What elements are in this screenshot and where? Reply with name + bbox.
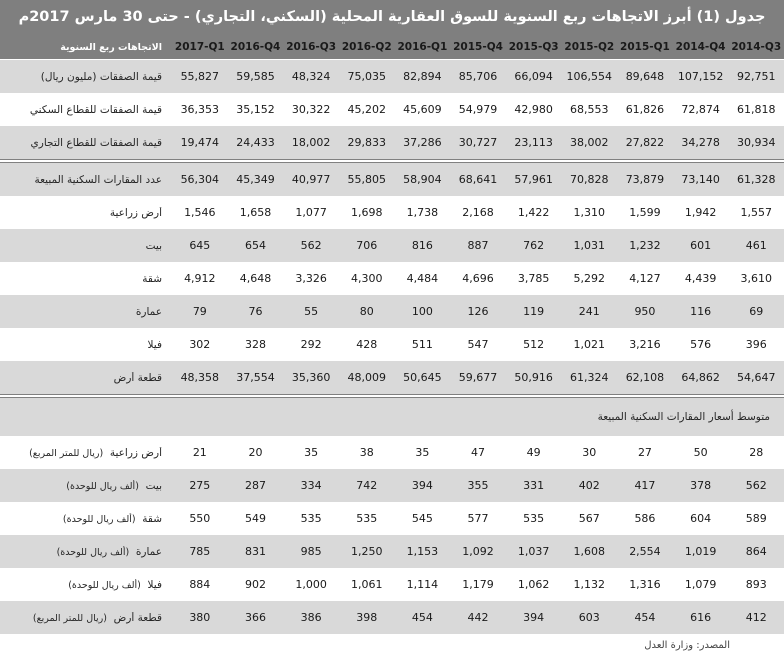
table-cell: 37,286: [403, 136, 442, 149]
table-cell: 21: [192, 446, 207, 459]
table-cell: 567: [578, 512, 600, 525]
table-cell: 55,805: [347, 173, 386, 186]
table-cell: 512: [523, 338, 545, 351]
table-cell: 107,152: [677, 70, 724, 83]
table-cell: 1,092: [462, 545, 494, 558]
table-row: [0, 328, 784, 361]
table-cell: 61,324: [570, 371, 609, 384]
column-header: 2014-Q4: [675, 41, 726, 53]
table-cell: 72,874: [681, 103, 720, 116]
table-cell: 48,324: [291, 70, 331, 83]
table-cell: 1,079: [684, 578, 717, 591]
table-cell: 785: [189, 545, 211, 558]
table-cell: 54,979: [458, 103, 498, 116]
table-cell: 1,316: [629, 578, 661, 591]
table-cell: 1,738: [406, 206, 439, 219]
table-cell: 742: [356, 479, 378, 492]
table-cell: 1,132: [573, 578, 606, 591]
table-cell: 380: [189, 611, 211, 624]
table-cell: 69: [749, 305, 764, 318]
table-cell: 562: [300, 239, 322, 252]
table-cell: 547: [467, 338, 489, 351]
table-cell: 3,216: [629, 338, 661, 351]
table-cell: 89,648: [625, 70, 665, 83]
table-cell: 442: [467, 611, 489, 624]
table-header-row: [0, 35, 784, 60]
table-cell: 577: [467, 512, 489, 525]
table-row: [0, 60, 784, 93]
table-cell: 2,554: [629, 545, 661, 558]
table-cell: 1,019: [684, 545, 717, 558]
table-cell: 28: [749, 446, 764, 459]
table-cell: 1,077: [295, 206, 327, 219]
table-cell: 34,278: [681, 136, 720, 149]
table-cell: 1,599: [629, 206, 661, 219]
table-cell: 816: [411, 239, 433, 252]
table-cell: 334: [300, 479, 322, 492]
row-label-text: شقة: [142, 272, 162, 285]
footer: [0, 634, 784, 657]
table-cell: 4,696: [462, 272, 494, 285]
table-cell: 35,152: [236, 103, 275, 116]
table-cell: 80: [359, 305, 374, 318]
table-cell: 55: [304, 305, 319, 318]
table-cell: 1,942: [684, 206, 717, 219]
table-cell: 550: [189, 512, 211, 525]
table-cell: 645: [189, 239, 211, 252]
table-cell: 545: [411, 512, 433, 525]
table-cell: 706: [356, 239, 378, 252]
row-label: [0, 339, 172, 351]
column-header: 2016-Q2: [341, 41, 392, 53]
table-cell: 461: [745, 239, 767, 252]
table-cell: 1,061: [350, 578, 383, 591]
table-cell: 454: [634, 611, 656, 624]
table-cell: 50,916: [514, 371, 553, 384]
table-cell: 1,557: [740, 206, 772, 219]
section-header: [0, 398, 784, 436]
row-label-unit: (ألف ريال للوحدة): [66, 480, 139, 492]
table-cell: 654: [244, 239, 266, 252]
table-cell: 511: [411, 338, 433, 351]
column-header: 2015-Q3: [508, 41, 559, 53]
row-label-text: قيمة الصفقات للقطاع السكني: [29, 103, 162, 116]
table-cell: 61,328: [736, 173, 776, 186]
table-cell: 20: [248, 446, 263, 459]
row-label-unit: (ريال للمتر المربع): [32, 612, 107, 624]
table-cell: 985: [300, 545, 322, 558]
table-cell: 275: [189, 479, 211, 492]
table-cell: 616: [690, 611, 712, 624]
row-label: [0, 104, 172, 116]
table-cell: 576: [690, 338, 712, 351]
page-title: جدول (1) أبرز الاتجاهات ربع السنوية للسوق العقارية المحلية (السكني، التجاري) - حتى 30 مارس 2017م: [0, 0, 784, 35]
table-cell: 61,826: [625, 103, 665, 116]
table-cell: 535: [523, 512, 545, 525]
table-cell: 35,360: [291, 371, 331, 384]
row-label-unit: (ريال للمتر المربع): [29, 447, 104, 459]
table-cell: 30: [582, 446, 597, 459]
table-cell: 887: [467, 239, 489, 252]
table-cell: 535: [356, 512, 378, 525]
table-cell: 70,828: [570, 173, 609, 186]
table-cell: 73,140: [681, 173, 720, 186]
table-row: [0, 436, 784, 469]
column-header: 2016-Q3: [286, 41, 337, 53]
table-cell: 40,977: [291, 173, 331, 186]
row-label-text: قطعة أرض: [113, 611, 162, 624]
table-cell: 601: [690, 239, 712, 252]
table-cell: 48,009: [347, 371, 386, 384]
row-label-text: بيت: [145, 479, 162, 492]
row-label-unit: (ألف ريال للوحدة): [56, 546, 130, 558]
table-row: [0, 229, 784, 262]
table-cell: 1,153: [406, 545, 439, 558]
table-cell: 29,833: [347, 136, 386, 149]
table-cell: 562: [745, 479, 767, 492]
row-label: [0, 579, 172, 591]
column-header: 2017-Q1: [174, 41, 225, 53]
table-cell: 831: [244, 545, 266, 558]
table-cell: 1,179: [462, 578, 494, 591]
table-cell: 417: [634, 479, 656, 492]
row-label-text: عدد المقارات السكنية المبيعة: [34, 173, 162, 186]
table-cell: 4,484: [406, 272, 439, 285]
table-cell: 378: [690, 479, 712, 492]
table-cell: 54,647: [736, 371, 776, 384]
table-cell: 1,021: [573, 338, 606, 351]
table-cell: 48,358: [180, 371, 220, 384]
row-label: [0, 306, 172, 318]
table-cell: 394: [411, 479, 433, 492]
table-cell: 2,168: [462, 206, 494, 219]
row-label: [0, 174, 172, 186]
table-cell: 58,904: [403, 173, 442, 186]
row-label-text: أرض زراعية: [109, 206, 162, 219]
table-cell: 5,292: [573, 272, 606, 285]
table-cell: 394: [523, 611, 545, 624]
table-cell: 35: [415, 446, 430, 459]
table-cell: 45,609: [403, 103, 442, 116]
table-cell: 35: [304, 446, 319, 459]
table-row: [0, 163, 784, 196]
row-label: [0, 480, 172, 492]
table-cell: 30,322: [291, 103, 331, 116]
column-header: 2016-Q1: [397, 41, 448, 53]
table-cell: 30,934: [736, 136, 776, 149]
table-cell: 902: [244, 578, 266, 591]
table-cell: 4,439: [684, 272, 717, 285]
row-label: [0, 612, 172, 624]
table-row: [0, 361, 784, 394]
table-cell: 50,645: [403, 371, 442, 384]
table-cell: 762: [523, 239, 545, 252]
table-cell: 38,002: [570, 136, 609, 149]
column-header: 2015-Q2: [564, 41, 615, 53]
table-row: [0, 196, 784, 229]
table-cell: 27,822: [625, 136, 665, 149]
table-cell: 1,031: [573, 239, 606, 252]
table-row: [0, 601, 784, 634]
table-cell: 59,585: [236, 70, 275, 83]
row-label-text: أرض زراعية: [109, 446, 162, 459]
row-label-text: عمارة: [135, 545, 162, 558]
table-row: [0, 535, 784, 568]
table-cell: 59,677: [458, 371, 498, 384]
table-cell: 47: [471, 446, 486, 459]
table-cell: 37,554: [236, 371, 275, 384]
table-cell: 366: [244, 611, 266, 624]
table-cell: 241: [578, 305, 600, 318]
table-cell: 4,127: [629, 272, 661, 285]
table-cell: 73,879: [625, 173, 665, 186]
table-cell: 64,862: [681, 371, 720, 384]
table-cell: 386: [300, 611, 322, 624]
table-cell: 589: [745, 512, 767, 525]
row-label-text: قطعة أرض: [113, 371, 162, 384]
row-label-unit: (ألف ريال للوحدة): [62, 513, 136, 525]
table-cell: 50: [693, 446, 708, 459]
table-cell: 1,546: [184, 206, 216, 219]
table-cell: 3,610: [740, 272, 772, 285]
header-row-label: الاتجاهات ربع السنوية: [60, 41, 162, 53]
table-cell: 402: [578, 479, 600, 492]
table-cell: 27: [637, 446, 652, 459]
table-cell: 1,037: [517, 545, 550, 558]
table-cell: 75,035: [347, 70, 386, 83]
source-note: المصدر: وزارة العدل: [644, 640, 730, 651]
table-cell: 4,912: [184, 272, 216, 285]
table-row: [0, 568, 784, 601]
table-cell: 79: [192, 305, 207, 318]
row-label-text: فيلا: [147, 338, 162, 351]
table-cell: 302: [189, 338, 211, 351]
table-cell: 36,353: [180, 103, 220, 116]
row-label: [0, 240, 172, 252]
row-label: [0, 207, 172, 219]
table-cell: 1,698: [350, 206, 383, 219]
table-cell: 4,300: [350, 272, 383, 285]
table-cell: 45,349: [236, 173, 275, 186]
table-cell: 126: [467, 305, 489, 318]
row-label: [0, 273, 172, 285]
table-cell: 23,113: [514, 136, 553, 149]
table-cell: 3,785: [517, 272, 550, 285]
table-cell: 92,751: [736, 70, 776, 83]
table-cell: 4,648: [239, 272, 272, 285]
table-cell: 1,310: [573, 206, 606, 219]
table-cell: 1,658: [239, 206, 272, 219]
row-label-text: قيمة الصفقات (مليون ريال): [40, 70, 162, 83]
table-cell: 287: [244, 479, 266, 492]
table-cell: 603: [578, 611, 600, 624]
table-cell: 864: [745, 545, 767, 558]
table-cell: 45,202: [347, 103, 386, 116]
table-cell: 116: [690, 305, 712, 318]
table-cell: 884: [189, 578, 211, 591]
table-cell: 19,474: [180, 136, 220, 149]
table-row: [0, 502, 784, 535]
table-cell: 454: [411, 611, 433, 624]
table-cell: 30,727: [458, 136, 498, 149]
table-cell: 586: [634, 512, 656, 525]
table-row: [0, 93, 784, 126]
row-label: [0, 447, 172, 459]
row-label-text: بيت: [145, 239, 162, 252]
section-title: متوسط أسعار المقارات السكنية المبيعة: [597, 411, 770, 423]
table-cell: 331: [523, 479, 545, 492]
table-row: [0, 295, 784, 328]
table-cell: 428: [356, 338, 378, 351]
table-cell: 1,000: [295, 578, 327, 591]
row-label-text: فيلا: [147, 578, 162, 591]
row-label: [0, 546, 172, 558]
table-body: [0, 60, 784, 634]
table-cell: 604: [690, 512, 712, 525]
table-cell: 57,961: [514, 173, 553, 186]
row-label: [0, 372, 172, 384]
row-label-text: شقة: [142, 512, 162, 525]
row-label: [0, 71, 172, 83]
column-header: 2016-Q4: [230, 41, 281, 53]
table-cell: 119: [523, 305, 545, 318]
column-header: 2015-Q4: [453, 41, 503, 53]
table-cell: 1,062: [517, 578, 550, 591]
table-row: [0, 262, 784, 295]
table-cell: 328: [244, 338, 266, 351]
table-cell: 38: [359, 446, 374, 459]
table-cell: 412: [745, 611, 767, 624]
table-cell: 292: [300, 338, 322, 351]
table-cell: 55,827: [180, 70, 220, 83]
table-cell: 68,553: [570, 103, 609, 116]
table-cell: 3,326: [295, 272, 327, 285]
table-cell: 1,250: [350, 545, 383, 558]
table-cell: 893: [745, 578, 767, 591]
table-cell: 950: [634, 305, 656, 318]
table-cell: 85,706: [458, 70, 498, 83]
table-cell: 42,980: [514, 103, 553, 116]
table-cell: 355: [467, 479, 489, 492]
table-cell: 49: [526, 446, 541, 459]
row-label: [0, 513, 172, 525]
column-header: 2015-Q1: [620, 41, 670, 53]
table-cell: 1,232: [629, 239, 661, 252]
row-label-text: عمارة: [135, 305, 162, 318]
table-cell: 66,094: [514, 70, 553, 83]
table-row: [0, 469, 784, 502]
table-row: [0, 126, 784, 159]
row-label-text: قيمة الصفقات للقطاع التجاري: [30, 136, 162, 149]
table-cell: 398: [356, 611, 378, 624]
column-header: 2014-Q3: [731, 41, 782, 53]
table-cell: 1,422: [517, 206, 550, 219]
table-cell: 106,554: [566, 70, 613, 83]
table-cell: 62,108: [625, 371, 665, 384]
table-cell: 24,433: [236, 136, 275, 149]
table-cell: 535: [300, 512, 322, 525]
table-cell: 1,114: [406, 578, 439, 591]
table-cell: 549: [244, 512, 266, 525]
row-label-unit: (ألف ريال للوحدة): [68, 579, 141, 591]
row-label: [0, 137, 172, 149]
table-cell: 82,894: [403, 70, 442, 83]
table-cell: 1,608: [573, 545, 606, 558]
table-cell: 396: [745, 338, 767, 351]
table-cell: 61,818: [736, 103, 776, 116]
table-cell: 100: [411, 305, 433, 318]
table-cell: 56,304: [180, 173, 220, 186]
table-cell: 18,002: [291, 136, 331, 149]
table-cell: 76: [248, 305, 263, 318]
table-cell: 68,641: [458, 173, 498, 186]
